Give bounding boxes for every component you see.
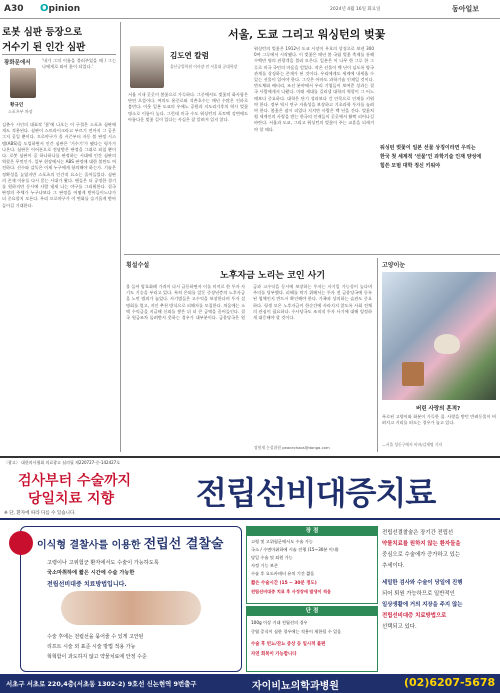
subhead-line2: 한국 첫 세계적 ‘선물’인 과학기술 인재 양성에: [380, 154, 482, 160]
author-role: 스포츠부 차장: [8, 109, 33, 114]
section-initial: O: [40, 3, 49, 14]
column-left: [2, 20, 118, 456]
procedure-line3: 전립선비대증 치료방법입니다.: [47, 581, 127, 588]
ad-right-line: 약물치료를 원하지 않는 환자들을: [382, 541, 461, 547]
editorial-body: 올 들어 암호화폐 가격이 다시 급등하면서 이를 미끼로 한 투자 사기도 기승을 부리고 있다. 특히 은퇴를 앞둔 중장년층의 노후자금을 노린 범죄가 늘었다. 사기범들은 고수익을 보장한다며 투자 설명회를 열고, 지인 추천 방식으로 피해자를 모집한다. 처음에는 소액 수익금을 지급해 신뢰를 쌓은 뒤 더 큰 금액을 끌어들인다. 결국 원금조차 돌려받지 못하는 경우가 대부분이다. 금융당국은 원금과 고수익을 동시에 보장하는 투자는 사기일 가능성이 높다며 주의를 당부했다. 피해를 막기 위해서는 투자 전 금융당국에 등록된 업체인지 반드시 확인해야 한다. 가족과 상의하는 습관도 중요하다. 평생 모은 노후자금이 한순간에 사라지지 않도록 사회 전체의 관심이 필요하다. 수사당국도 조직적 투자 사기에 대해 엄정하게 대응해야 할 것이다.: [126, 284, 372, 321]
caution-item: 중엽 증식이 심한 경우에는 적용이 제한될 수 있음: [251, 629, 342, 634]
column-divider: [377, 258, 378, 452]
ad-right-line: 세밀한 검사와 수술이 당일에 진행: [382, 580, 463, 586]
subhead-line1: 워싱턴 벚꽃이 일본 선물 상징이라면 우리는: [380, 145, 476, 151]
ad-right-line: 추세이다.: [382, 563, 405, 569]
caution-highlight: 수술 후 빈뇨/잔뇨 증상 등 일시적 불편: [251, 642, 326, 647]
subhead-line3: 힘쓴 모범 대학 정신 키워야: [380, 163, 441, 169]
columnist-photo: [130, 46, 164, 88]
hospital-address: 서초구 서초로 220,4층(서초동 1302-2) 9호선 신논현역 9번출구: [6, 680, 197, 688]
ad-headline-line2: 당일치료 지향: [28, 491, 115, 507]
photo-caption-title: 버린 사랑의 흔적?: [416, 406, 461, 412]
ad-right-line: 일상생활에 거의 지장을 주지 않는: [382, 602, 463, 608]
ad-right-line: 선택되고 있다.: [382, 624, 417, 630]
ad-big-title: 전립선비대증치료: [196, 474, 436, 512]
page-number: A30: [4, 4, 24, 14]
ad-divider: [0, 518, 500, 520]
page-header: [0, 0, 500, 19]
hospital-name: 자이비뇨의학과병원: [252, 681, 339, 692]
column-title-line2: 거수기 된 인간 심판: [2, 42, 86, 53]
advantage-item: 국소 / 수면마취하에 시술 진행 (15~30분 이내): [251, 547, 339, 552]
column-title-line1: 로봇 심판 등장으로: [2, 27, 83, 38]
main-column-title: 서울, 도쿄 그리고 워싱턴의 벚꽃: [228, 28, 386, 41]
editorial-column: [124, 258, 374, 454]
columnist-name: 김도연 칼럼: [170, 51, 209, 60]
photo-caption: 폭로된 고양이와 화분이 가득한 집. 사랑을 받던 반려동물이 버려지고 거리를 떠도는 경우가 늘고 있다.: [382, 414, 496, 426]
editorial-byline: 장원재 논설위원 peacechaos@donga.com: [254, 445, 330, 450]
cat-shape: [434, 334, 460, 354]
ad-right-line: 되어 퇴원 가능하므로 일반적인: [382, 591, 455, 597]
procedure-box: [20, 526, 242, 672]
procedure-line5: 리프트 시술 외 표준 시술 방법 적용 가능: [47, 644, 136, 650]
section-label: [40, 3, 80, 14]
caution-highlight: 자연 회복이 가능합니다: [251, 652, 297, 657]
main-body-b: 워싱턴의 벚꽃은 1912년 도쿄 시장이 우호의 상징으로 보낸 3000여 그루에서 시작됐다. 이 벚꽃은 매년 봄 국립 벚꽃 축제를 통해 수백만 명의 관광객을 불러 모은다. 일본은 이 나무 한 그루 한 그루로 미국 국민의 마음을 얻었다. 작은 선물이 백 년이 넘도록 양국 관계를 상징하는 존재가 된 것이다. 우리에게도 세계에 내세울 수 있는 선물이 있어야 한다. 그것은 아마도 과학기술 인재일 것이다. 반도체와 배터리, 조선 분야에서 우리 기업들이 보여준 성과는 결국 사람에게서 나왔다. 미래 세대를 길러낼 대학의 역할이 그 어느 때보다 중요하다. 대학은 단기 성과보다 긴 안목으로 인재를 키워야 한다. 정부 역시 연구 자율성을 보장하고 기초과학 투자를 늘려야 한다. 봄꽃은 잠시 피었다 지지만 사람은 백 년을 간다. 벚꽃처럼 세계인의 사랑을 받는 한국의 인재들이 곳곳에서 활짝 피어나길 바란다. 서울과 도쿄, 그리고 워싱턴의 벚꽃이 주는 교훈을 되새겨야 할 때다.: [254, 46, 374, 132]
cat-flowers-photo: [382, 272, 496, 400]
column-divider: [120, 22, 121, 452]
advantage-item: 당일 수술 및 퇴원 가능: [251, 555, 293, 560]
procedure-line4: 수술 후에는 전립선을 묶어줄 수 있게 고안된: [47, 634, 144, 640]
author-photo: [10, 68, 36, 98]
newspaper-name: 동아일보: [452, 5, 480, 13]
procedure-title-a: 이식형 결찰사를 이용한: [37, 540, 141, 551]
author-name: 황규인: [10, 103, 24, 108]
subhead-box: [380, 144, 496, 174]
ad-headline-line1: 검사부터 수술까지: [18, 473, 132, 489]
column-lead: '내가 그의 이름을 불러주었을 때 / 그는 나에게로 와서 꽃이 되었다.': [42, 58, 116, 70]
advantage-item: 고령 및 고위험군에서도 수술 가능: [251, 539, 313, 544]
advantage-highlight: 전립선비대증 치료 후 사정장애 발생이 적음: [251, 589, 332, 594]
ad-note: ※ 단, 환자에 따라 다를 수 있습니다.: [4, 511, 76, 516]
editorial-label: 횡설수설: [126, 262, 150, 269]
ad-right-line: 중심으로 수술에가 증가하고 있는: [382, 552, 461, 558]
main-column: [124, 20, 500, 252]
photo-column: [380, 258, 498, 454]
divider: [2, 54, 116, 55]
ad-notice: 〈광고〉 대한의사협회 의료광고 심의필 제220727-중-142427호: [4, 460, 121, 465]
advertisement: [0, 456, 500, 693]
procedure-line6: 혁혁함이 과도하지 않고 약물치료에 안정 수준: [47, 654, 147, 660]
editorial-title: 노후자금 노리는 코인 사기: [220, 271, 326, 281]
issue-date: 2024년 4월 16일 화요일: [330, 7, 381, 12]
procedure-line2: 국소마취하에 짧은 시간에 수술 가능한: [47, 570, 135, 576]
section-divider: [124, 254, 500, 255]
advantages-box: [246, 526, 378, 604]
column-series: 광화문에서: [4, 60, 31, 66]
procedure-title-b: 전립선 결찰술: [143, 537, 224, 552]
column-body: 김춘수 시인의 대표작 '꽃'에 나오는 이 구절은 스포츠 심판에게도 적용된다. 심판이 스트라이크라고 부르기 전까지 그 공은 그저 공일 뿐이다. 프로야구가 올 시즌부터 자동 볼 판정 시스템(ABS)을 도입하면서 인간 심판은 '거수기'가 됐다는 평가가 나온다. 심판은 이어폰으로 전달받은 판정을 그대로 외칠 뿐이다. 로봇 심판이 공 하나하나를 판정하는 시대에 인간 심판의 역할은 무엇인가. 일부 현장에서는 ABS 판정에 대한 불만도 여전하다. 선수와 감독은 이제 누구에게 항의해야 하는가. 기술은 정확성을 높였지만 스포츠의 인간적 요소는 줄어들었다. 심판의 존재 이유를 다시 묻는 시대가 왔다. 팬들은 더 공정한 경기를 원하지만 동시에 사람 냄새 나는 야구를 그리워한다. 결국 판정의 주체가 누구냐보다 그 판정을 어떻게 받아들이느냐가 더 중요할지 모른다. 우리 프로야구가 이 변화를 슬기롭게 받아들이길 기대한다.: [2, 122, 116, 208]
hospital-phone[interactable]: (02)6207-5678: [404, 676, 496, 689]
columnist-affiliation: 울산공업학원 이사장·전 서울대 공대학장: [170, 64, 238, 69]
advantage-item: 사정 기능 보존: [251, 563, 278, 568]
procedure-title: [37, 533, 223, 552]
procedure-line1: 고령이나 고위험군 환자에서도 수술이 가능하도록: [47, 560, 159, 566]
ad-right-text: [382, 528, 498, 668]
ad-right-line: 전립선결찰술은 장기간 전립선: [382, 530, 454, 536]
pill-icon: [9, 531, 33, 555]
photo-label: 고양이눈: [382, 262, 406, 269]
advantage-item: 수술 후 요도카테터 유치 기간 짧음: [251, 571, 315, 576]
section-name: pinion: [48, 4, 81, 14]
advantage-highlight: 짧은 수술시간 (15 ~ 30분 정도): [251, 581, 317, 586]
cautions-title: 단 점: [247, 607, 377, 616]
ad-right-line: 전립선비대증 치료방법으로: [382, 613, 447, 619]
photo-credit: —서울 성동구에서 비바/김재명 기자: [382, 442, 443, 447]
ad-footer: [0, 674, 500, 693]
caution-item: 100g 이상 거대 전립선의 경우: [251, 620, 308, 625]
advantages-title: 장 점: [247, 527, 377, 536]
flower-pot: [402, 362, 424, 386]
main-body-a: 서울 시내 곳곳이 봄꽃으로 가득하다. 그중에서도 벚꽃의 화사함은 단연 으뜸이다. 여의도 윤중로와 석촌호수는 매년 수많은 인파로 붐빈다. 이웃 일본 도쿄의 우에노 공원과 지도리가후치 역시 벚꽃 명소로 이름이 높다. 그런데 미국 수도 워싱턴의 포토맥 강변에도 아름다운 벚꽃 길이 있다는 사실은 잘 알려져 있지 않다.: [128, 92, 248, 122]
procedure-diagram: [61, 591, 201, 625]
cautions-box: [246, 606, 378, 672]
